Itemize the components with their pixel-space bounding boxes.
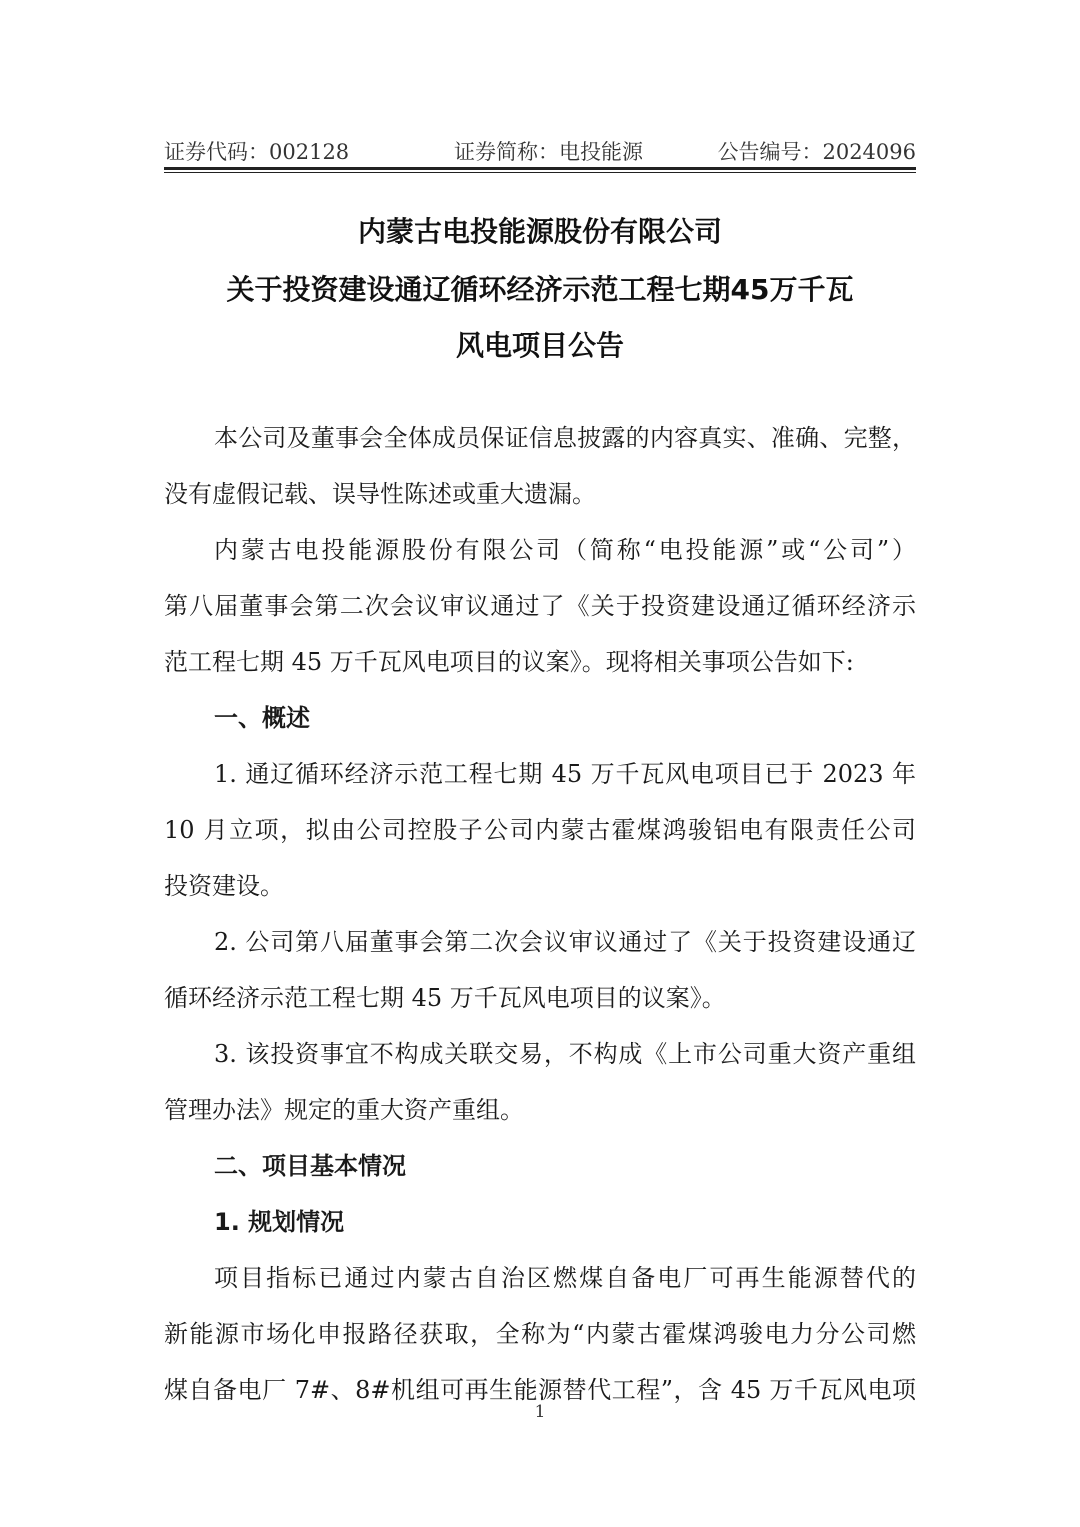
- paragraph-disclaimer-line-2: 没有虚假记载、误导性陈述或重大遗漏。: [164, 480, 596, 508]
- page-number: 1: [534, 1402, 546, 1422]
- paragraph-item-1-line-2: 10 月立项，拟由公司控股子公司内蒙古霍煤鸿骏铝电有限责任公司: [164, 816, 916, 844]
- paragraph-item-2-line-2: 循环经济示范工程七期 45 万千瓦风电项目的议案》。: [164, 984, 726, 1012]
- paragraph-item-1-line-1: 1. 通辽循环经济示范工程七期 45 万千瓦风电项目已于 2023 年: [214, 760, 916, 788]
- stock-abbreviation: 证券简称：电投能源: [454, 140, 643, 164]
- paragraph-item-3-line-2: 管理办法》规定的重大资产重组。: [164, 1096, 524, 1124]
- header-rule-thick: [164, 167, 916, 170]
- paragraph-item-1-line-3: 投资建设。: [164, 872, 284, 900]
- paragraph-intro-line-2: 第八届董事会第二次会议审议通过了《关于投资建设通辽循环经济示: [164, 592, 916, 620]
- header-rule-thin: [164, 172, 916, 173]
- document-body: [164, 410, 916, 1418]
- stock-code: 证券代码：002128: [164, 140, 350, 164]
- paragraph-intro-line-1: 内蒙古电投能源股份有限公司（简称“电投能源”或“公司”）: [214, 536, 916, 564]
- title-line-3: 风电项目公告: [455, 329, 624, 362]
- paragraph-planning-line-1: 项目指标已通过内蒙古自治区燃煤自备电厂可再生能源替代的: [214, 1264, 916, 1292]
- paragraph-item-2-line-1: 2. 公司第八届董事会第二次会议审议通过了《关于投资建设通辽: [214, 928, 916, 956]
- header-row: [164, 138, 916, 168]
- section-heading-overview: 一、概述: [214, 704, 310, 732]
- section-heading-project-basics: 二、项目基本情况: [214, 1152, 406, 1180]
- paragraph-intro-line-3: 范工程七期 45 万千瓦风电项目的议案》。现将相关事项公告如下:: [164, 648, 854, 676]
- paragraph-planning-line-2: 新能源市场化申报路径获取，全称为“内蒙古霍煤鸿骏电力分公司燃: [164, 1320, 916, 1348]
- title-line-1: 内蒙古电投能源股份有限公司: [357, 215, 722, 248]
- title-line-2: 关于投资建设通辽循环经济示范工程七期45万千瓦: [226, 273, 854, 306]
- paragraph-disclaimer-line-1: 本公司及董事会全体成员保证信息披露的内容真实、准确、完整，: [214, 424, 916, 452]
- subheading-planning: 1. 规划情况: [214, 1208, 345, 1236]
- paragraph-item-3-line-1: 3. 该投资事宜不构成关联交易，不构成《上市公司重大资产重组: [214, 1040, 916, 1068]
- notice-number: 公告编号：2024096: [717, 140, 916, 164]
- paragraph-planning-line-3: 煤自备电厂 7#、8#机组可再生能源替代工程”，含 45 万千瓦风电项: [164, 1376, 916, 1404]
